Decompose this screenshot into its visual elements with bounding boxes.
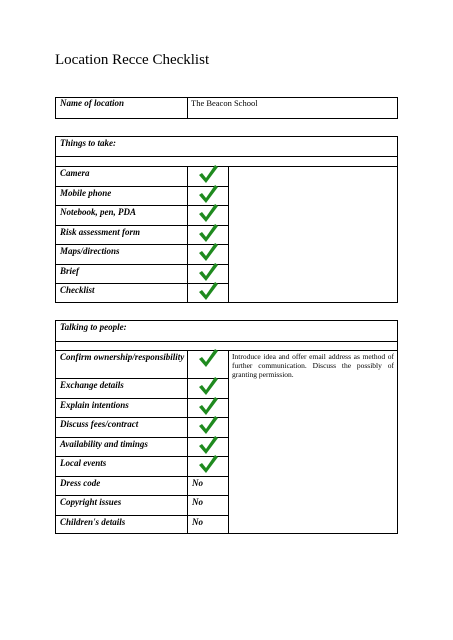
people-item-value: No <box>192 516 203 527</box>
location-value: The Beacon School <box>191 98 258 108</box>
people-item-value: No <box>192 477 203 488</box>
location-label: Name of location <box>60 98 124 108</box>
things-item-label: Camera <box>60 168 90 178</box>
things-item-label: Risk assessment form <box>60 226 141 237</box>
people-item-label: Children's details <box>60 516 126 527</box>
people-note: Introduce idea and offer email address as method of further communication. Discuss the possibly of granting permission. <box>232 352 394 379</box>
checkmark-icon <box>197 453 219 475</box>
people-item-value: No <box>192 497 203 507</box>
people-item-label: Local events <box>60 458 107 468</box>
people-item-label: Explain intentions <box>60 399 129 410</box>
people-item-label: Availability and timings <box>60 438 148 449</box>
people-item-label: Confirm ownership/responsibility <box>60 352 185 362</box>
things-item-label: Brief <box>60 265 79 276</box>
page-title: Location Recce Checklist <box>55 52 210 68</box>
things-item-label: Checklist <box>60 285 95 295</box>
checkmark-icon <box>197 280 219 302</box>
checkmark-icon <box>197 347 219 369</box>
people-heading: Talking to people: <box>60 322 127 332</box>
people-item-label: Dress code <box>60 477 101 488</box>
things-table <box>55 136 398 303</box>
things-item-label: Maps/directions <box>60 246 120 256</box>
people-item-label: Copyright issues <box>60 497 122 507</box>
things-item-label: Mobile phone <box>60 187 112 198</box>
things-item-label: Notebook, pen, PDA <box>60 207 136 217</box>
people-item-label: Discuss fees/contract <box>60 419 139 429</box>
things-heading: Things to take: <box>60 138 117 148</box>
people-item-label: Exchange details <box>60 380 124 390</box>
